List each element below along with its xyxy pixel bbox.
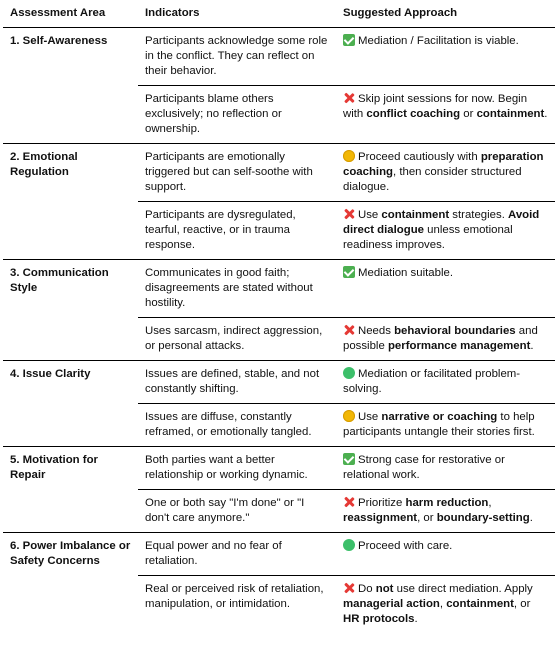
approach-cell <box>336 144 555 202</box>
check-icon <box>343 266 355 278</box>
approach-cell <box>336 361 555 404</box>
check-icon <box>343 453 355 465</box>
indicator-cell: Equal power and no fear of retaliation. <box>138 533 336 576</box>
indicator-cell: Real or perceived risk of retaliation, manipulation, or intimidation. <box>138 576 336 634</box>
approach-emphasis: HR protocols <box>343 613 415 625</box>
table-row <box>3 144 555 202</box>
indicator-cell: Issues are defined, stable, and not constantly shifting. <box>138 361 336 404</box>
approach-text: , <box>488 497 492 509</box>
table-row <box>3 447 555 490</box>
approach-text: to help participants untangle their stories first. <box>343 411 535 438</box>
indicator-cell: One or both say "I'm done" or "I don't care anymore." <box>138 490 336 533</box>
approach-emphasis: behavioral boundaries <box>394 325 516 337</box>
approach-cell <box>336 202 555 260</box>
approach-text: Mediation or facilitated problem-solving. <box>343 368 521 395</box>
approach-text: Mediation / Facilitation is viable. <box>358 35 519 47</box>
approach-text: strategies. <box>449 209 509 221</box>
cross-icon <box>343 208 355 220</box>
approach-text: Do <box>358 583 376 595</box>
indicator-cell: Communicates in good faith; disagreements are stated without hostility. <box>138 260 336 318</box>
approach-emphasis: not <box>375 583 394 595</box>
yellow-circle-icon <box>343 410 355 422</box>
cross-icon <box>343 582 355 594</box>
approach-text: , or <box>417 512 437 524</box>
assessment-area-cell: 1. Self-Awareness <box>3 28 138 144</box>
approach-cell <box>336 533 555 576</box>
indicator-cell: Participants are emotionally triggered but can self-soothe with support. <box>138 144 336 202</box>
approach-cell <box>336 576 555 634</box>
approach-emphasis: harm reduction <box>405 497 489 509</box>
assessment-area-cell: 3. Communication Style <box>3 260 138 361</box>
approach-text: Prioritize <box>358 497 406 509</box>
approach-emphasis: reassignment <box>343 512 418 524</box>
approach-cell <box>336 447 555 490</box>
approach-emphasis: managerial action <box>343 598 440 610</box>
assessment-table <box>3 0 555 633</box>
green-circle-icon <box>343 539 355 551</box>
approach-emphasis: containment <box>381 209 450 221</box>
approach-text: Use <box>358 411 382 423</box>
cross-icon <box>343 92 355 104</box>
approach-text: Strong case for restorative or relational work. <box>343 454 505 481</box>
approach-text: . <box>530 340 534 352</box>
approach-cell <box>336 28 555 86</box>
approach-text: Mediation suitable. <box>358 267 453 279</box>
approach-text: Needs <box>358 325 395 337</box>
approach-cell <box>336 404 555 447</box>
approach-emphasis: performance management <box>387 340 531 352</box>
approach-emphasis: conflict coaching <box>366 108 461 120</box>
approach-cell <box>336 260 555 318</box>
approach-cell <box>336 490 555 533</box>
approach-text: Use <box>358 209 382 221</box>
approach-text: unless emotional readiness improves. <box>343 224 513 251</box>
approach-text: Skip joint sessions for now. Begin with <box>343 93 528 120</box>
assessment-area-cell: 6. Power Imbalance or Safety Concerns <box>3 533 138 634</box>
cross-icon <box>343 496 355 508</box>
header-assessment-area: Assessment Area <box>3 0 138 28</box>
indicator-cell: Participants are dysregulated, tearful, reactive, or in trauma response. <box>138 202 336 260</box>
table-row <box>3 361 555 404</box>
table-row <box>3 28 555 86</box>
header-row <box>3 0 555 28</box>
approach-emphasis: preparation coaching <box>343 151 544 178</box>
approach-text: or <box>460 108 477 120</box>
indicator-cell: Both parties want a better relationship or working dynamic. <box>138 447 336 490</box>
table-row <box>3 533 555 576</box>
approach-text: and possible <box>343 325 538 352</box>
approach-text: Proceed cautiously with <box>358 151 481 163</box>
check-icon <box>343 34 355 46</box>
assessment-area-cell: 2. Emotional Regulation <box>3 144 138 260</box>
approach-text: use direct mediation. Apply <box>393 583 533 595</box>
approach-text: , then consider structured dialogue. <box>343 166 522 193</box>
indicator-cell: Participants blame others exclusively; no reflection or ownership. <box>138 86 336 144</box>
approach-emphasis: Avoid direct dialogue <box>343 209 540 236</box>
approach-text: , <box>439 598 447 610</box>
approach-cell <box>336 318 555 361</box>
assessment-area-cell: 4. Issue Clarity <box>3 361 138 447</box>
header-suggested-approach: Suggested Approach <box>336 0 555 28</box>
approach-emphasis: narrative or coaching <box>381 411 498 423</box>
assessment-area-cell: 5. Motivation for Repair <box>3 447 138 533</box>
table-row <box>3 260 555 318</box>
approach-text: . <box>414 613 418 625</box>
header-indicators: Indicators <box>138 0 336 28</box>
cross-icon <box>343 324 355 336</box>
approach-text: . <box>529 512 533 524</box>
approach-emphasis: boundary-setting <box>436 512 530 524</box>
approach-text: Proceed with care. <box>358 540 453 552</box>
green-circle-icon <box>343 367 355 379</box>
indicator-cell: Uses sarcasm, indirect aggression, or personal attacks. <box>138 318 336 361</box>
approach-text: , or <box>513 598 531 610</box>
indicator-cell: Participants acknowledge some role in the conflict. They can reflect on their behavior. <box>138 28 336 86</box>
approach-cell <box>336 86 555 144</box>
approach-text: . <box>544 108 548 120</box>
table-body <box>3 28 555 634</box>
indicator-cell: Issues are diffuse, constantly reframed, or emotionally tangled. <box>138 404 336 447</box>
approach-emphasis: containment <box>446 598 514 610</box>
yellow-circle-icon <box>343 150 355 162</box>
approach-emphasis: containment <box>476 108 545 120</box>
